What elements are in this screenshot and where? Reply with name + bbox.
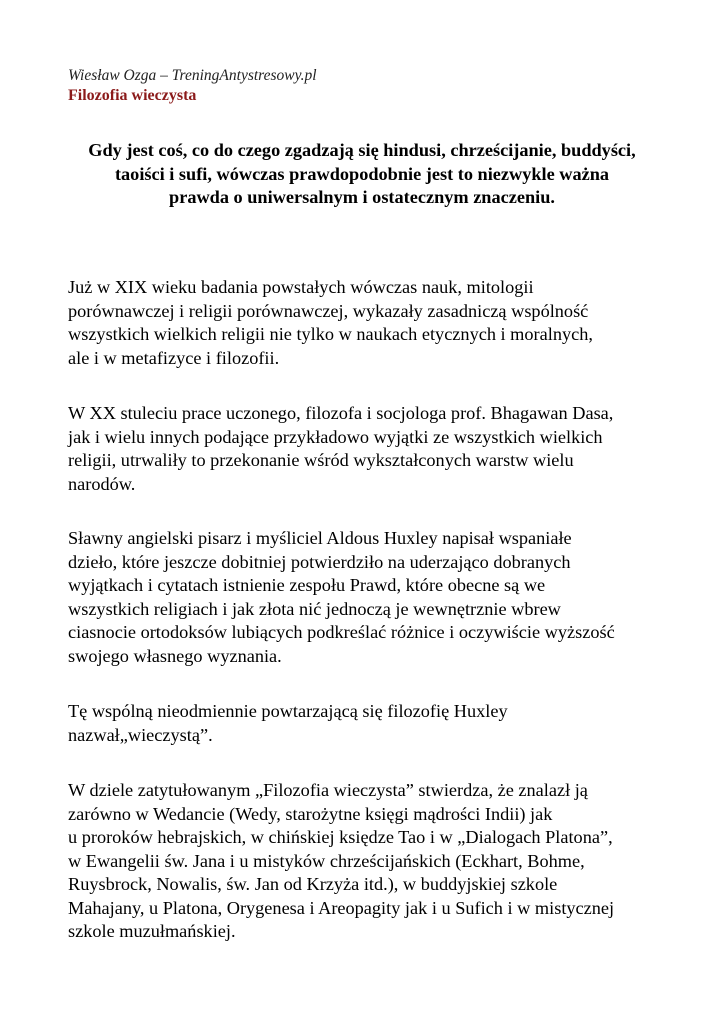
paragraph-line: w Ewangelii św. Jana i u mistyków chrześcijańskich (Eckhart, Bohme, [68, 850, 585, 871]
lead-line: prawda o uniwersalnym i ostatecznym znaczeniu. [169, 187, 555, 207]
paragraph-line: u proroków hebrajskich, w chińskiej księdze Tao i w „Dialogach Platona”, [68, 827, 613, 847]
paragraph-line: W XX stuleciu prace uczonego, filozofa i socjologa prof. Bhagawan Dasa, [68, 403, 614, 423]
paragraph-line: porównawczej i religii porównawczej, wykazały zasadniczą wspólność [68, 300, 589, 321]
paragraph-line: wyjątkach i cytatach istnienie zespołu Prawd, które obecne są we [68, 575, 546, 595]
paragraph-line: dzieło, które jeszcze dobitniej potwierdziło na uderzająco dobranych [68, 551, 571, 572]
paragraph-line: Tę wspólną nieodmiennie powtarzającą się filozofię Huxley [68, 701, 508, 721]
paragraph-1 [68, 276, 688, 370]
paragraph-line: Sławny angielski pisarz i myśliciel Aldous Huxley napisał wspaniałe [68, 528, 572, 548]
document-header [68, 66, 668, 106]
author-line: Wiesław Ozga – TreningAntystresowy.pl [68, 67, 317, 84]
paragraph-line: Ruysbrock, Nowalis, św. Jan od Krzyża itd.), w buddyjskiej szkole [68, 874, 558, 894]
paragraph-line: narodów. [68, 473, 136, 494]
paragraph-line: wszystkich wielkich religii nie tylko w naukach etycznych i moralnych, [68, 324, 593, 344]
paragraph-2 [68, 402, 688, 496]
lead-heading [62, 139, 662, 210]
paragraph-3 [68, 527, 688, 668]
paragraph-4 [68, 700, 688, 747]
paragraph-line: swojego własnego wyznania. [68, 645, 282, 666]
paragraph-line: Już w XIX wieku badania powstałych wówczas nauk, mitologii [68, 277, 534, 297]
lead-line: Gdy jest coś, co do czego zgadzają się hindusi, chrześcijanie, buddyści, [88, 140, 636, 160]
paragraph-line: nazwał„wieczystą”. [68, 724, 213, 745]
lead-line: taoiści i sufi, wówczas prawdopodobnie jest to niezwykle ważna [114, 163, 610, 184]
paragraph-line: ciasnocie ortodoksów lubiących podkreślać różnice i oczywiście wyższość [68, 622, 615, 642]
paragraph-line: jak i wielu innych podające przykładowo wyjątki ze wszystkich wielkich [68, 426, 603, 447]
paragraph-line: zarówno w Wedancie (Wedy, starożytne księgi mądrości Indii) jak [68, 803, 553, 824]
paragraph-line: ale i w metafizyce i filozofii. [68, 347, 280, 368]
paragraph-line: W dziele zatytułowanym „Filozofia wieczysta” stwierdza, że znalazł ją [68, 780, 588, 800]
paragraph-line: religii, utrwaliły to przekonanie wśród wykształconych warstw wielu [68, 450, 574, 470]
paragraph-line: wszystkich religiach i jak złota nić jednoczą je wewnętrznie wbrew [68, 598, 561, 619]
paragraph-line: Mahajany, u Platona, Orygenesa i Areopagity jak i u Sufich i w mistycznej [68, 897, 615, 918]
paragraph-line: szkole muzułmańskiej. [68, 921, 236, 941]
paragraph-5 [68, 779, 688, 944]
document-title: Filozofia wieczysta [68, 87, 197, 104]
